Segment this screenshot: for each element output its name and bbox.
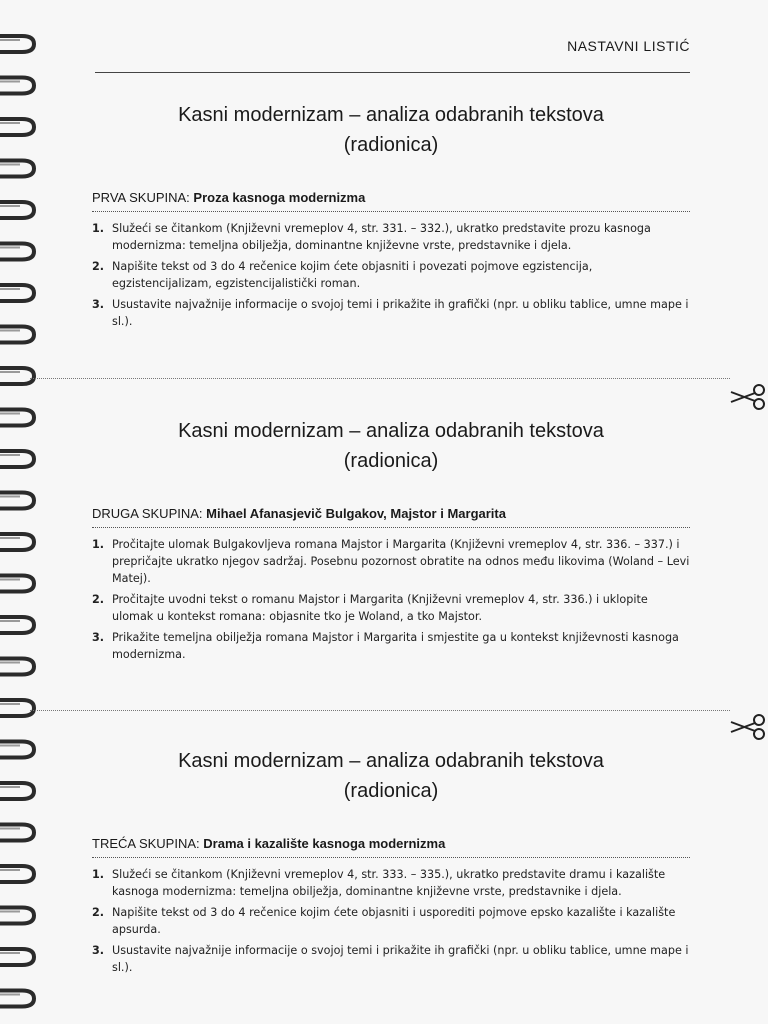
spiral-coil <box>0 327 34 343</box>
task-item <box>92 629 690 663</box>
spiral-coil <box>0 244 34 260</box>
cut-line <box>30 710 730 711</box>
spiral-coil <box>0 493 34 509</box>
spiral-coil <box>0 576 34 592</box>
spiral-coil <box>0 908 34 924</box>
cut-line <box>30 378 730 379</box>
task-number: 2. <box>92 906 105 919</box>
group-prefix: DRUGA SKUPINA: <box>92 506 203 521</box>
task-item <box>92 536 690 587</box>
spiral-coil <box>0 825 34 841</box>
task-item <box>92 866 690 900</box>
worksheet-3 <box>92 746 690 980</box>
task-number: 1. <box>92 222 105 235</box>
task-number: 1. <box>92 538 105 551</box>
task-text: Služeći se čitankom (Književni vremeplov 4, str. 331. – 332.), ukratko predstavite prozu kasnoga modernizma: temeljna obilježja, dominantne književne vrste, predstavnike i djela. <box>112 222 651 252</box>
task-number: 3. <box>92 944 105 957</box>
spiral-coil <box>0 700 34 716</box>
title-line-2: (radionica) <box>343 134 439 156</box>
title-line-1: Kasni modernizam – analiza odabranih tekstova <box>178 104 604 126</box>
spiral-coil <box>0 202 34 218</box>
spiral-coil <box>0 410 34 426</box>
task-text: Prikažite temeljna obilježja romana Majstor i Margarita i smjestite ga u kontekst književnosti kasnoga modernizma. <box>112 631 679 661</box>
group-prefix: PRVA SKUPINA: <box>92 190 190 205</box>
scissors-icon <box>728 712 768 742</box>
spiral-coil <box>0 534 34 550</box>
task-number: 3. <box>92 631 105 644</box>
task-item <box>92 904 690 938</box>
task-text: Napišite tekst od 3 do 4 rečenice kojim ćete objasniti i povezati pojmove egzistencija, egzistencijalizam, egzistencijalistički roman. <box>112 260 593 290</box>
group-heading <box>92 506 690 528</box>
spiral-coil <box>0 285 34 301</box>
worksheet-1 <box>92 100 690 334</box>
task-text: Pročitajte ulomak Bulgakovljeva romana Majstor i Margarita (Književni vremeplov 4, str. 336. – 337.) i prepričajte ukratko njegov sadržaj. Posebnu pozornost obratite na odnos među likovima (Woland – Levi Matej). <box>112 538 690 585</box>
header-label: NASTAVNI LISTIĆ <box>567 38 690 54</box>
spiral-coil <box>0 78 34 94</box>
spiral-coil <box>0 949 34 965</box>
task-item <box>92 591 690 625</box>
spiral-coil <box>0 119 34 135</box>
spiral-coil <box>0 866 34 882</box>
task-item <box>92 258 690 292</box>
task-list <box>92 220 690 330</box>
title-line-1: Kasni modernizam – analiza odabranih tekstova <box>178 420 604 442</box>
title-line-1: Kasni modernizam – analiza odabranih tekstova <box>178 750 604 772</box>
group-topic: Proza kasnoga modernizma <box>193 190 366 205</box>
spiral-binding <box>0 0 48 1024</box>
task-number: 2. <box>92 260 105 273</box>
spiral-coil <box>0 783 34 799</box>
group-topic: Mihael Afanasjevič Bulgakov, Majstor i Margarita <box>206 506 506 521</box>
spiral-coil <box>0 451 34 467</box>
task-number: 1. <box>92 868 105 881</box>
spiral-coil <box>0 742 34 758</box>
task-text: Pročitajte uvodni tekst o romanu Majstor i Margarita (Književni vremeplov 4, str. 336.) i uklopite ulomak u kontekst romana: objasnite tko je Woland, a tko Majstor. <box>112 593 648 623</box>
worksheet-title <box>92 746 690 806</box>
group-heading <box>92 190 690 212</box>
spiral-coil <box>0 36 34 52</box>
group-topic: Drama i kazalište kasnoga modernizma <box>203 836 446 851</box>
group-prefix: TREĆA SKUPINA: <box>92 836 200 851</box>
worksheet-title <box>92 416 690 476</box>
task-text: Usustavite najvažnije informacije o svojoj temi i prikažite ih grafički (npr. u obliku tablice, umne mape i sl.). <box>112 298 689 328</box>
spiral-coil <box>0 991 34 1007</box>
group-heading <box>92 836 690 858</box>
task-text: Usustavite najvažnije informacije o svojoj temi i prikažite ih grafički (npr. u obliku tablice, umne mape i sl.). <box>112 944 689 974</box>
task-item <box>92 220 690 254</box>
title-line-2: (radionica) <box>343 780 439 802</box>
task-text: Služeći se čitankom (Književni vremeplov 4, str. 333. – 335.), ukratko predstavite dramu i kazalište kasnoga modernizma: temeljna obilježja, dominantne književne vrste, predstavnike i djela. <box>112 868 666 898</box>
task-text: Napišite tekst od 3 do 4 rečenice kojim ćete objasniti i usporediti pojmove epsko kazalište i kazalište apsurda. <box>112 906 676 936</box>
scissors-icon <box>728 382 768 412</box>
task-item <box>92 942 690 976</box>
worksheet-2 <box>92 416 690 667</box>
task-number: 3. <box>92 298 105 311</box>
spiral-coil <box>0 617 34 633</box>
spiral-coil <box>0 161 34 177</box>
task-list <box>92 866 690 976</box>
worksheet-title <box>92 100 690 160</box>
spiral-coil <box>0 659 34 675</box>
task-list <box>92 536 690 663</box>
page-header <box>95 38 690 73</box>
title-line-2: (radionica) <box>343 450 439 472</box>
task-item <box>92 296 690 330</box>
spiral-coil <box>0 368 34 384</box>
task-number: 2. <box>92 593 105 606</box>
